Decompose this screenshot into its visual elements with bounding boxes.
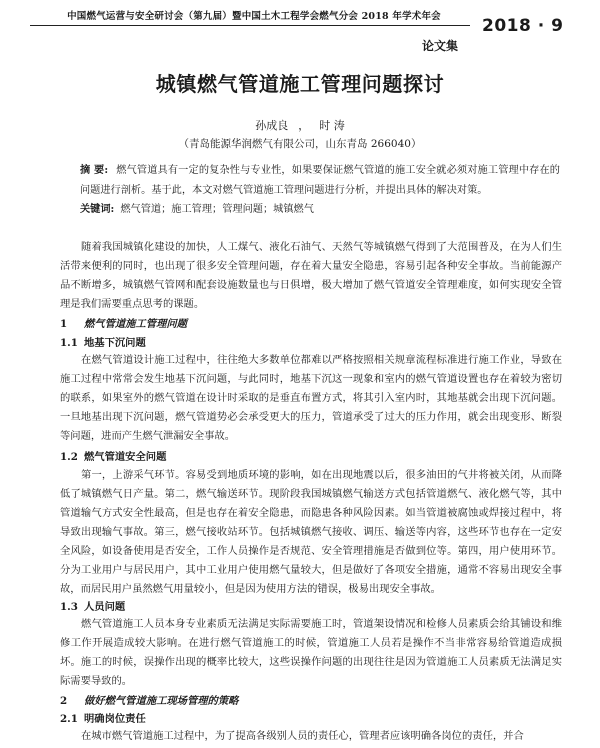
author-2: 时 涛: [319, 119, 345, 132]
abstract-text: 燃气管道具有一定的复杂性与专业性，如果要保证燃气管道的施工安全就必须对施工管理中存在的问题进行剖析。基于此，本文对燃气管道施工管理问题进行分析，并提出具体的解决对策。: [80, 165, 560, 196]
keywords: [80, 200, 314, 215]
author-list: 孙成良 ， 时 涛: [255, 119, 345, 132]
section-number: 1.1: [60, 337, 78, 349]
paragraph-1-1: 在燃气管道设计施工过程中，往往绝大多数单位都难以严格按照相关规章流程标准进行施工作业，导致在施工过程中常常会发生地基下沉问题，与此同时，地基下沉这一现象和室内的燃气管道设置也存在着较为密切的联系，如果室外的燃气管道在设计时采取的是垂直布置方式，将其引入室内时，其地基就会出现下沉问题。一旦地基出现下沉问题，燃气管道势必会承受更大的压力，管道承受了过大的压力作用，就会出现变形、断裂等问题，进而产生燃气泄漏安全事故。: [60, 354, 562, 442]
paragraph-2-1: 在城市燃气管道施工过程中，为了提高各级别人员的责任心，管理者应该明确各岗位的责任，并合: [81, 730, 524, 742]
paragraph-1-3: 燃气管道施工人员本身专业素质无法满足实际需要施工时，管道架设情况和检修人员素质会给其铺设和维修工作开展造成较大影响。在进行燃气管道施工的时候，管道施工人员若是操作不当非常容易给管道造成损坏。施工的时候，误操作出现的概率比较大，这些误操作问题的出现往往是因为管道施工人员素质无法满足实际需要导致的。: [60, 618, 562, 687]
section-heading-1-3: [60, 598, 125, 613]
section-number: 1.3: [60, 601, 78, 613]
section-number: 2: [60, 695, 68, 707]
section-title: 人员问题: [84, 601, 126, 613]
running-header-year: 2018 · 9: [482, 16, 564, 36]
section-heading-1: [60, 315, 187, 330]
section-heading-2: [60, 692, 238, 707]
section-heading-1-1: [60, 334, 146, 349]
abstract: [80, 160, 560, 201]
keywords-label: 关键词:: [80, 203, 115, 215]
keywords-text: 燃气管道；施工管理；管理问题；城镇燃气: [120, 204, 314, 215]
section-number: 1: [60, 318, 68, 330]
section-title: 明确岗位责任: [84, 713, 146, 725]
abstract-label: 摘 要:: [80, 164, 109, 176]
running-header-collection: 论文集: [422, 39, 459, 53]
header-rule: [30, 25, 470, 26]
section-number: 1.2: [60, 451, 78, 463]
author-1: 孙成良: [255, 119, 289, 132]
section-heading-1-2: [60, 448, 166, 463]
running-header-conference: 中国燃气运营与安全研讨会（第九届）暨中国土木工程学会燃气分会 2018 年学术年会: [67, 11, 441, 22]
section-title: 燃气管道安全问题: [84, 451, 167, 463]
affiliation: （青岛能源华润燃气有限公司，山东青岛 266040）: [178, 138, 422, 150]
section-number: 2.1: [60, 713, 78, 725]
paper-title: 城镇燃气管道施工管理问题探讨: [155, 72, 445, 96]
section-title: 做好燃气管道施工现场管理的策略: [84, 695, 239, 707]
section-title: 燃气管道施工管理问题: [84, 318, 187, 330]
section-heading-2-1: [60, 710, 146, 725]
intro-paragraph: 随着我国城镇化建设的加快，人工煤气、液化石油气、天然气等城镇燃气得到了大范围普及，在为人们生活带来便利的同时，也出现了很多安全管理问题，存在着大量安全隐患，容易引起各种安全事故。当前能源产品不断增多，城镇燃气管网和配套设施数量也与日俱增，极大增加了燃气管道安全管理难度，如何实现安全管理是我们需要重点思考的课题。: [60, 241, 562, 310]
section-title: 地基下沉问题: [84, 337, 146, 349]
paragraph-1-2: 第一，上游采气环节。容易受到地质环境的影响，如在出现地震以后，很多油田的气井将被关闭，从而降低了城镇燃气日产量。第二，燃气输送环节。现阶段我国城镇燃气输送方式包括管道燃气、液化燃气等，其中管道输气方式安全性最高，但是也存在着安全隐患，而隐患各种风险因素。如当管道被腐蚀或焊接过程中，将导致出现输气事故。第三，燃气接收站环节。包括城镇燃气接收、调压、输送等内容，这些环节也存在一定安全风险，如设备使用是否安全，工作人员操作是否规范、安全管理措施是否做到位等。第四，用户使用环节。分为工业用户与居民用户，其中工业用户使用燃气量较大，但是做好了各项安全措施，通常不容易出现安全事故，而居民用户虽然燃气用量较小，但是因为使用方法的错误，极易出现安全事故。: [60, 469, 562, 595]
